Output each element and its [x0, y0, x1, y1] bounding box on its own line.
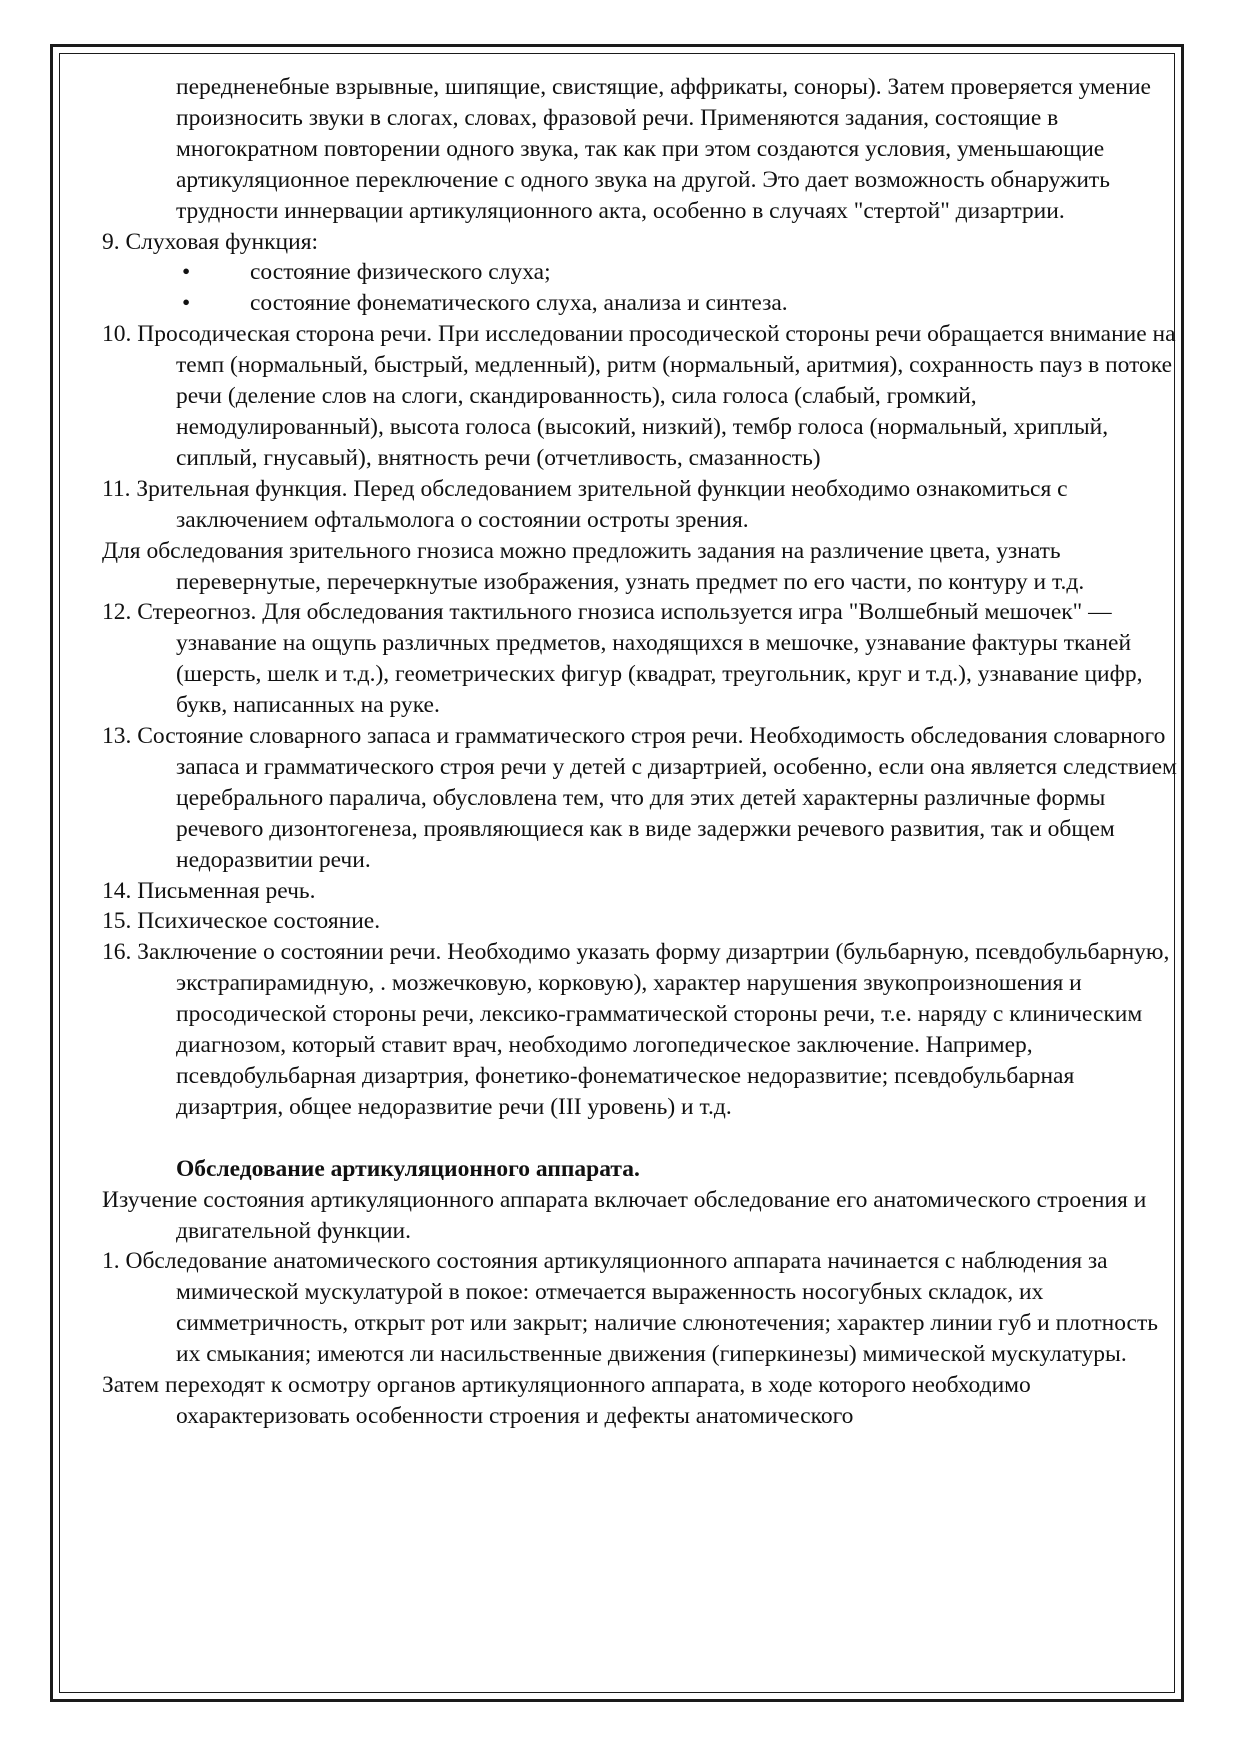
list-item-11: 11. Зрительная функция. Перед обследованием зрительной функции необходимо ознакомиться с заключением офтальмолога о состоянии остроты зрения.	[102, 475, 1068, 533]
paragraph-last: Затем переходят к осмотру органов артикуляционного аппарата, в ходе которого необходимо охарактеризовать особенности строения и дефекты анатомического	[102, 1372, 1031, 1429]
list-item-12: 12. Стереогноз. Для обследования тактильного гнозиса используется игра "Волшебный мешочек" — узнавание на ощупь различных предметов, находящихся в мешочке, узнавание фактуры тканей (шерсть, шелк и т.д.), геометрических фигур (квадрат, треугольник, круг и т.д.), узнавание цифр, букв, написанных на руке.	[102, 599, 1143, 719]
bullet-item	[102, 257, 1182, 288]
blank-line	[102, 1123, 1182, 1154]
paragraph-visual-gnosis: Для обследования зрительного гнозиса можно предложить задания на различение цвета, узнать перевернутые, перечеркнутые изображения, узнать предмет по его части, по контуру и т.д.	[102, 537, 1085, 595]
bullet-text: состояние физического слуха;	[250, 259, 551, 286]
list-item-9: 9. Слуховая функция:	[102, 228, 319, 255]
list-item-14: 14. Письменная речь.	[102, 877, 316, 904]
bullet-icon: •	[182, 259, 191, 286]
bullet-item	[102, 288, 1182, 319]
bullet-icon: •	[182, 290, 191, 317]
bullet-text: состояние фонематического слуха, анализа и синтеза.	[250, 290, 788, 317]
list-item-13: 13. Состояние словарного запаса и грамматического строя речи. Необходимость обследования словарного запаса и грамматического строя речи у детей с дизартрией, особенно, если она является следствием церебрального паралича, обусловлена тем, что для этих детей характерны различные формы речевого дизонтогенеза, проявляющиеся как в виде задержки речевого развития, так и общем недоразвитии речи.	[102, 723, 1177, 873]
list-item-15: 15. Психическое состояние.	[102, 908, 381, 935]
section-heading: Обследование артикуляционного аппарата.	[176, 1155, 640, 1182]
list-item-16: 16. Заключение о состоянии речи. Необходимо указать форму дизартрии (бульбарную, псевдобульбарную, экстрапирамидную, . мозжечковую, корковую), характер нарушения звукопроизношения и просодической стороны речи, лексико-грамматической стороны речи, т.е. наряду с клиническим диагнозом, который ставит врач, необходимо логопедическое заключение. Например, псевдобульбарная дизартрия, фонетико-фонематическое недоразвитие; псевдобульбарная дизартрия, общее недоразвитие речи (III уровень) и т.д.	[102, 939, 1170, 1120]
document-body	[102, 72, 1182, 1432]
list-item-10: 10. Просодическая сторона речи. При исследовании просодической стороны речи обращается внимание на темп (нормальный, быстрый, медленный), ритм (нормальный, аритмия), сохранность пауз в потоке речи (деление слов на слоги, скандированность), сила голоса (слабый, громкий, немодулированный), высота голоса (высокий, низкий), тембр голоса (нормальный, хриплый, сиплый, гнусавый), внятность речи (отчетливость, смазанность)	[102, 321, 1176, 471]
paragraph-intro: Изучение состояния артикуляционного аппарата включает обследование его анатомического строения и двигательной функции.	[102, 1186, 1147, 1244]
paragraph-continuation: передненебные взрывные, шипящие, свистящие, аффрикаты, соноры). Затем проверяется умение произносить звуки в слогах, словах, фразовой речи. Применяются задания, состоящие в многократном повторении одного звука, так как при этом создаются условия, уменьшающие артикуляционное переключение с одного звука на другой. Это дает возможность обнаружить трудности иннервации артикуляционного акта, особенно в случаях "стертой" дизартрии.	[176, 74, 1151, 224]
list-item-1: 1. Обследование анатомического состояния артикуляционного аппарата начинается с наблюдения за мимической мускулатурой в покое: отмечается выраженность носогубных складок, их симметричность, открыт рот или закрыт; наличие слюнотечения; характер линии губ и плотность их смыкания; имеются ли насильственные движения (гиперкинезы) мимической мускулатуры.	[102, 1248, 1158, 1368]
